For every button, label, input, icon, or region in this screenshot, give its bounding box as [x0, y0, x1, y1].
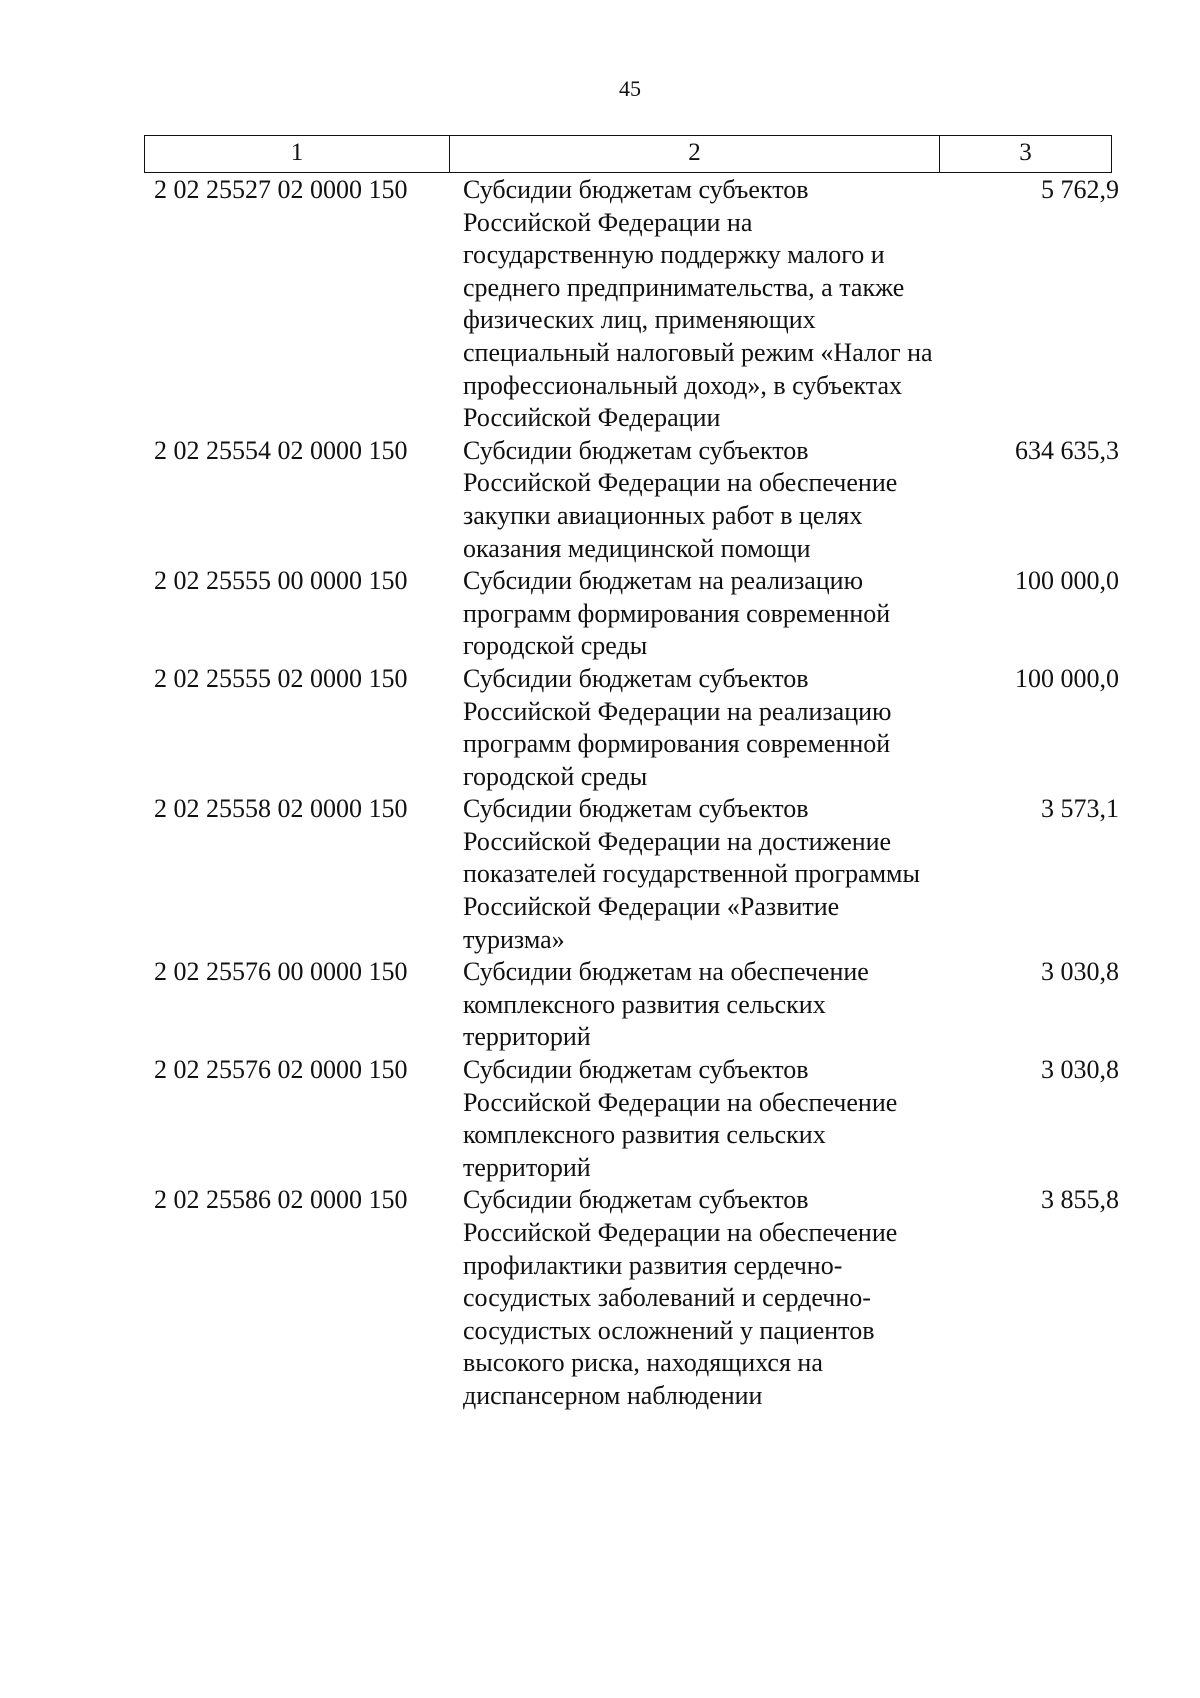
row-description: Субсидии бюджетам субъектов Российской Федерации на реализацию программ формирования современной городской среды [463, 663, 892, 791]
row-amount: 100 000,0 [1015, 663, 1119, 693]
row-amount: 5 762,9 [1041, 175, 1119, 204]
budget-code: 2 02 25555 02 0000 150 [154, 663, 408, 693]
budget-code: 2 02 25576 00 0000 150 [154, 957, 408, 987]
table-row [0, 174, 1200, 435]
row-amount: 3 030,8 [1041, 1055, 1119, 1085]
column-header-code: 1 [145, 136, 450, 172]
budget-code: 2 02 25576 02 0000 150 [154, 1055, 408, 1085]
column-header-amount: 3 [1019, 139, 1032, 166]
row-amount: 3 573,1 [1041, 794, 1119, 824]
budget-code: 2 02 25586 02 0000 150 [154, 1185, 408, 1215]
table-row [0, 565, 1200, 663]
table-row [0, 1184, 1200, 1412]
budget-code: 2 02 25554 02 0000 150 [154, 435, 408, 465]
row-description: Субсидии бюджетам субъектов Российской Федерации на государственную поддержку малого и среднего предпринимательства, а также физических лиц, применяющих специальный налоговый режим «Налог на профессиональный доход», в субъектах Российской Федерации [463, 175, 933, 433]
table-row [0, 1054, 1200, 1184]
row-description: Субсидии бюджетам субъектов Российской Федерации на достижение показателей государственной программы Российской Федерации «Развитие туризма» [463, 794, 920, 954]
budget-code: 2 02 25527 02 0000 150 [154, 175, 408, 204]
page-number: 45 [619, 76, 641, 101]
row-description: Субсидии бюджетам субъектов Российской Федерации на обеспечение закупки авиационных работ в целях оказания медицинской помощи [463, 435, 898, 563]
table-row [0, 956, 1200, 1054]
row-description: Субсидии бюджетам субъектов Российской Федерации на обеспечение комплексного развития сельских территорий [463, 1055, 898, 1182]
row-description: Субсидии бюджетам на реализацию программ формирования современной городской среды [463, 566, 891, 661]
row-amount: 3 030,8 [1041, 957, 1119, 987]
table-body [0, 174, 1200, 1413]
row-description: Субсидии бюджетам на обеспечение комплексного развития сельских территорий [463, 957, 869, 1052]
row-amount: 100 000,0 [1015, 566, 1119, 596]
table-row [0, 793, 1200, 956]
column-header-description: 2 [450, 136, 940, 172]
budget-code: 2 02 25558 02 0000 150 [154, 794, 408, 824]
row-amount: 634 635,3 [1015, 435, 1119, 465]
budget-code: 2 02 25555 00 0000 150 [154, 566, 408, 596]
row-description: Субсидии бюджетам субъектов Российской Федерации на обеспечение профилактики развития сердечно-сосудистых заболеваний и сердечно-сосудистых осложнений у пациентов высокого риска, находящихся на диспансерном наблюдении [463, 1185, 898, 1410]
table-header [144, 135, 1112, 173]
table-row [0, 663, 1200, 793]
row-amount: 3 855,8 [1041, 1185, 1119, 1215]
table-row [0, 435, 1200, 565]
